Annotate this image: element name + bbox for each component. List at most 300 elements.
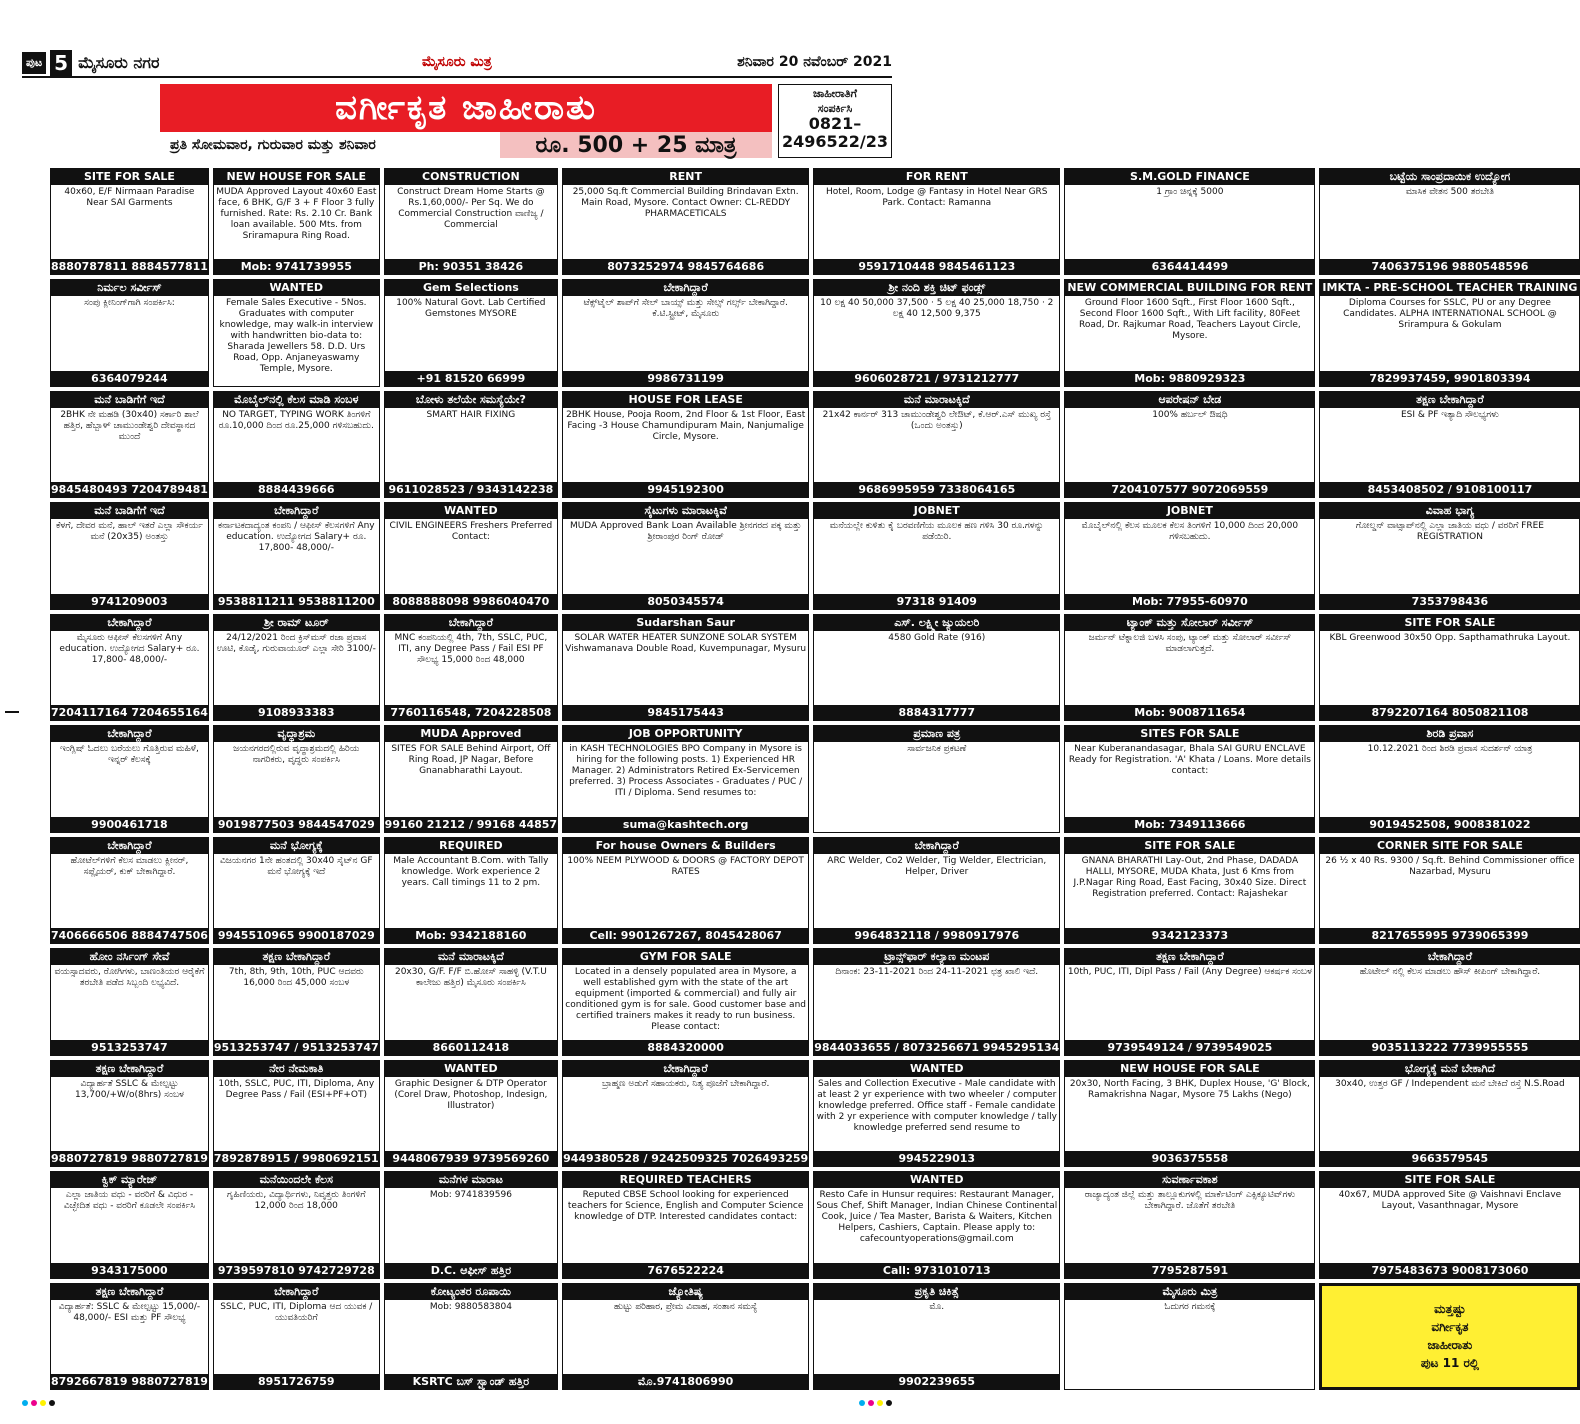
classified-ad bbox=[813, 168, 1060, 275]
classified-ad bbox=[1064, 1060, 1315, 1167]
classified-ad bbox=[384, 502, 558, 609]
classified-ad bbox=[213, 948, 380, 1055]
page-label bbox=[22, 50, 159, 76]
classified-ad bbox=[213, 1060, 380, 1167]
ad-title: SITE FOR SALE bbox=[1320, 1172, 1579, 1188]
ad-body: Diploma Courses for SSLC, PU or any Degree Candidates. ALPHA INTERNATIONAL SCHOOL @ Srirampura & Gokulam bbox=[1343, 298, 1557, 331]
ad-phone: D.C. ಆಫೀಸ್ ಹತ್ತಿರ bbox=[385, 1263, 557, 1278]
classified-ad bbox=[1064, 502, 1315, 609]
ad-body: SSLC, PUC, ITI, Diploma ಆದ ಯುವಕ / ಯುವತಿಯರಿಗೆ bbox=[220, 1301, 373, 1323]
ad-title: ಕೋಟ್ಯಂತರ ರೂಪಾಯಿ bbox=[385, 1284, 557, 1300]
classified-ad bbox=[50, 1283, 209, 1390]
ad-phone: 9611028523 / 9343142238 bbox=[385, 482, 557, 497]
classified-ad bbox=[813, 614, 1060, 721]
ad-title: ತಕ್ಷಣ ಬೇಕಾಗಿದ್ದಾರೆ bbox=[1065, 949, 1314, 965]
ad-phone: 9342123373 bbox=[1065, 928, 1314, 943]
ad-body: 40x67, MUDA approved Site @ Vaishnavi Enclave Layout, Vasanthnagar, Mysore bbox=[1338, 1190, 1562, 1212]
ad-title: JOBNET bbox=[1065, 503, 1314, 519]
classified-ad bbox=[50, 502, 209, 609]
ad-phone: Mob: 7349113666 bbox=[1065, 817, 1314, 832]
classified-ad bbox=[1064, 1171, 1315, 1278]
ad-body: ದಿನಾಂಕ: 23-11-2021 ರಿಂದ 24-11-2021 ಛತ್ರ ಖಾಲಿ ಇದೆ. bbox=[835, 967, 1039, 978]
ad-phone: 8217655995 9739065399 bbox=[1320, 928, 1579, 943]
ad-title: ನಿರ್ಮಲ ಸರ್ವೀಸ್ bbox=[51, 280, 208, 296]
classified-ad bbox=[1319, 502, 1580, 609]
ad-title: ಎಸ್. ಲಕ್ಷ್ಮೀ ಜ್ಯುಯಲರಿ bbox=[814, 615, 1059, 631]
ad-title: ಮನೆಯಿಂದಲೇ ಕೆಲಸ bbox=[214, 1172, 379, 1188]
ad-phone: 9845480493 7204789481 bbox=[51, 483, 208, 497]
ad-phone: 8088888098 9986040470 bbox=[385, 594, 557, 609]
ad-title: ಶಿರಡಿ ಪ್ರವಾಸ bbox=[1320, 726, 1579, 742]
classified-ad bbox=[1064, 168, 1315, 275]
classified-ad bbox=[384, 1283, 558, 1390]
classified-ad bbox=[384, 948, 558, 1055]
ad-title: WANTED bbox=[214, 280, 379, 296]
classified-ad bbox=[813, 391, 1060, 498]
classified-ad bbox=[384, 1060, 558, 1167]
contact-box bbox=[778, 84, 892, 158]
ad-body: Resto Cafe in Hunsur requires: Restaurant Manager, Sous Chef, Shift Manager, Indian Chinese Continental Cook, Juice / Tea Master, Barista & Waiters, Kitchen Helpers, Cashiers, Captain. Please apply to: cafecountyoperations@gmail.com bbox=[816, 1190, 1058, 1245]
paper-name: ಮೈಸೂರು ಮಿತ್ರ bbox=[422, 54, 492, 70]
ad-phone: 9686995959 7338064165 bbox=[814, 482, 1059, 497]
ad-phone: 9739597810 9742729728 bbox=[214, 1263, 379, 1278]
ad-title: HOUSE FOR LEASE bbox=[563, 392, 808, 408]
classified-ad bbox=[1064, 614, 1315, 721]
ad-phone: 9880727819 9880727819 bbox=[51, 1152, 208, 1166]
ad-body: ಗೃಹಿಣಿಯರು, ವಿದ್ಯಾರ್ಥಿಗಳು, ನಿವೃತ್ತರು ತಿಂಗಳಿಗೆ 12,000 ರಿಂದ 18,000 bbox=[227, 1190, 366, 1212]
banner-subline bbox=[160, 132, 772, 158]
ad-body: Construct Dream Home Starts @ Rs.1,60,000/- Per Sq. We do Commercial Construction ವಾಣಿಜ್ಯ / Commercial bbox=[397, 187, 545, 230]
ad-phone: 9945510965 9900187029 bbox=[214, 928, 379, 943]
ad-phone: 9844033655 / 8073256671 9945295134 bbox=[814, 1040, 1060, 1054]
ad-body: Male Accountant B.Com. with Tally knowledge. Work experience 2 years. Call timings 11 to 2 pm. bbox=[393, 855, 549, 888]
ad-body: 20x30, North Facing, 3 BHK, Duplex House, 'G' Block, Ramakrishna Nagar, Mysore 75 Lakhs (Nego) bbox=[1069, 1078, 1310, 1100]
classified-ad bbox=[813, 502, 1060, 609]
ad-title: ಬಟ್ಟೆಯ ಸಾಂಪ್ರದಾಯಿಕ ಉದ್ಯೋಗ bbox=[1320, 169, 1579, 185]
ad-title: ಬೇಕಾಗಿದ್ದಾರೆ bbox=[385, 615, 557, 631]
ad-phone: Ph: 90351 38426 bbox=[385, 259, 557, 274]
black-dot bbox=[49, 1400, 55, 1406]
ad-phone: 9902239655 bbox=[814, 1374, 1059, 1389]
ad-body: ARC Welder, Co2 Welder, Tig Welder, Electrician, Helper, Driver bbox=[827, 855, 1047, 877]
ad-body: ಜಯನಗರದಲ್ಲಿರುವ ವೃದ್ಧಾಶ್ರಮದಲ್ಲಿ ಹಿರಿಯ ನಾಗರಿಕರು, ವೃದ್ಧರು ಸಂಪರ್ಕಿಸಿ bbox=[233, 744, 360, 766]
ad-phone: 9019877503 9844547029 bbox=[214, 817, 379, 832]
classified-ad bbox=[384, 1171, 558, 1278]
ad-title: REQUIRED TEACHERS bbox=[563, 1172, 808, 1188]
ad-body: 10th, PUC, ITI, Dipl Pass / Fail (Any Degree) ಆಕರ್ಷಕ ಸಂಬಳ bbox=[1067, 967, 1312, 978]
dot-group-right bbox=[859, 1400, 892, 1410]
print-registration-dots bbox=[22, 1400, 892, 1410]
classified-ad bbox=[1064, 725, 1315, 832]
ad-body: 100% Natural Govt. Lab Certified Gemstones MYSORE bbox=[396, 298, 546, 320]
ad-title: SITE FOR SALE bbox=[1320, 615, 1579, 631]
ad-body: SOLAR WATER HEATER SUNZONE SOLAR SYSTEM Vishwamanava Double Road, Kuvempunagar, Mysuru bbox=[565, 632, 807, 654]
ad-body: ಗೋಲ್ಡನ್ ವಾಟ್ಸಾಪ್‌ನಲ್ಲಿ ಎಲ್ಲಾ ಜಾತಿಯ ವಧು / ವರರಿಗೆ FREE REGISTRATION bbox=[1355, 521, 1544, 543]
ad-phone: 9035113222 7739955555 bbox=[1320, 1040, 1579, 1055]
ad-phone: 8792207164 8050821108 bbox=[1320, 705, 1579, 720]
ad-phone: 9538811211 9538811200 bbox=[214, 594, 379, 609]
ad-title: NEW HOUSE FOR SALE bbox=[214, 169, 379, 185]
ad-title: WANTED bbox=[814, 1172, 1059, 1188]
ad-body: ಬ್ರಾಹ್ಮಣ ಅಡುಗೆ ಸಹಾಯಕರು, ನಿತ್ಯ ಪೂಜೆಗೆ ಬೇಕಾಗಿದ್ದಾರೆ. bbox=[601, 1078, 770, 1089]
ad-title: NEW COMMERCIAL BUILDING FOR RENT bbox=[1067, 281, 1313, 295]
ad-body: ವಿದ್ಯಾರ್ಹತೆ: SSLC & ಮೇಲ್ಪಟ್ಟು 15,000/- 48,000/- ESI ಮತ್ತು PF ಸೌಲಭ್ಯ bbox=[58, 1301, 201, 1323]
ad-phone: 9343175000 bbox=[51, 1263, 208, 1278]
ad-phone: 9945229013 bbox=[814, 1151, 1059, 1166]
classified-ad bbox=[213, 725, 380, 832]
ad-title: ಬೇಕಾಗಿದ್ದಾರೆ bbox=[51, 838, 208, 854]
classified-ad bbox=[562, 948, 809, 1055]
ad-phone: KSRTC ಬಸ್ ಸ್ಟ್ಯಾಂಡ್ ಹತ್ತಿರ bbox=[385, 1374, 557, 1389]
classified-ad bbox=[384, 725, 558, 832]
classified-ad bbox=[1064, 391, 1315, 498]
ad-body: ಟೆಕ್ಸ್‌ಟೈಲ್ ಶಾಪ್‌ಗೆ ಸೇಲ್ ಬಾಯ್ಸ್ ಮತ್ತು ಸೇಲ್ಸ್ ಗರ್ಲ್ಸ್ ಬೇಕಾಗಿದ್ದಾರೆ. ಕೆ.ಟಿ.ಸ್ಟ್ರೀಟ್, ಮೈಸೂರು bbox=[583, 298, 788, 320]
promo-line3: ಜಾಹೀರಾತು bbox=[1427, 1338, 1473, 1353]
ad-phone: 97318 91409 bbox=[814, 594, 1059, 609]
ad-body: ಎಲ್ಲಾ ಜಾತಿಯ ವಧು - ವರರಿಗೆ & ವಿಧುರ - ವಿಚ್ಛೇದಿತ ವಧು - ವರರಿಗೆ ಕೂಡಲೇ ಸಂಪರ್ಕಿಸಿ bbox=[63, 1190, 196, 1212]
ad-title: ಮನೆ ಮಾರಾಟಕ್ಕಿದೆ bbox=[814, 392, 1059, 408]
ad-phone: 7406375196 9880548596 bbox=[1320, 259, 1579, 274]
classified-ad bbox=[1319, 837, 1580, 944]
ad-title: Gem Selections bbox=[385, 280, 557, 296]
ad-title: ಟ್ರಾನ್ಸ್‌ಫಾರ್ ಕಲ್ಯಾಣ ಮಂಟಪ bbox=[814, 949, 1059, 965]
ad-body: 100% ಹರ್ಬಲ್ ಔಷಧಿ bbox=[1152, 409, 1228, 420]
classified-ad bbox=[384, 168, 558, 275]
classified-ad bbox=[1319, 168, 1580, 275]
ad-body: 24/12/2021 ರಿಂದ ಕ್ರಿಸ್‌ಮಸ್ ರಜಾ ಪ್ರವಾಸ ಊಟಿ, ಕೊಡೈ, ಗುರುವಾಯೂರ್ ಎಲ್ಲಾ ಸೇರಿ 3100/- bbox=[216, 632, 376, 654]
ad-phone: Mob: 9880929323 bbox=[1065, 371, 1314, 386]
ad-body: Female Sales Executive - 5Nos. Graduates with computer knowledge, may walk-in interview with handwritten bio-data to: Sharada Jewellers 58. D.D. Urs Road, Opp. Anjaneyaswamy Temple, Mysore. bbox=[219, 298, 374, 375]
ad-phone: 7204117164 7204655164 bbox=[51, 706, 208, 720]
classified-ad bbox=[562, 168, 809, 275]
ad-phone: 9513253747 bbox=[51, 1040, 208, 1055]
black-dot bbox=[886, 1400, 892, 1406]
ad-title: For house Owners & Builders bbox=[563, 838, 808, 854]
classified-ad bbox=[562, 1171, 809, 1278]
ad-body: 2BHK House, Pooja Room, 2nd Floor & 1st Floor, East Facing -3 House Chamundipuram Main, Nanjumalige Circle, Mysore. bbox=[566, 409, 806, 442]
ad-phone: 8884439666 bbox=[214, 482, 379, 497]
ad-title: RENT bbox=[563, 169, 808, 185]
classified-ad bbox=[813, 948, 1060, 1055]
banner-title: ವರ್ಗೀಕೃತ ಜಾಹೀರಾತು bbox=[160, 84, 772, 132]
classified-ad bbox=[213, 168, 380, 275]
ad-title: ತಕ್ಷಣ ಬೇಕಾಗಿದ್ದಾರೆ bbox=[51, 1061, 208, 1077]
ad-body: ವಿದ್ಯಾರ್ಹತೆ SSLC & ಮೇಲ್ಪಟ್ಟು 13,700/+W/o(8hrs) ಸಂಬಳ bbox=[74, 1078, 184, 1100]
classified-ad bbox=[562, 725, 809, 832]
ad-title: ಬೇಕಾಗಿದ್ದಾರೆ bbox=[563, 280, 808, 296]
ad-title: ತಕ್ಷಣ ಬೇಕಾಗಿದ್ದಾರೆ bbox=[51, 1284, 208, 1300]
ad-title: WANTED bbox=[385, 503, 557, 519]
ad-body: ಮನೆಯಲ್ಲೇ ಕುಳಿತು ಕೈ ಬರವಣಿಗೆಯ ಮೂಲಕ ಹಣ ಗಳಿಸಿ 30 ರೂ.ಗಳನ್ನು ಪಡೆಯಿರಿ. bbox=[829, 521, 1044, 543]
classified-ad bbox=[50, 614, 209, 721]
ad-phone: 9739549124 / 9739549025 bbox=[1065, 1040, 1314, 1055]
classified-ad bbox=[50, 391, 209, 498]
classified-ad bbox=[813, 725, 1060, 832]
classified-ad bbox=[50, 1171, 209, 1278]
ad-body: CIVIL ENGINEERS Freshers Preferred Contact: bbox=[389, 521, 553, 543]
classified-ad bbox=[50, 168, 209, 275]
promo-line1: ಮತ್ತಷ್ಟು bbox=[1434, 1302, 1466, 1317]
ad-body: SMART HAIR FIXING bbox=[426, 409, 516, 420]
ad-title: ಶ್ರೀ ರಾಮ್ ಟೂರ್ bbox=[214, 615, 379, 631]
classified-ad bbox=[1064, 948, 1315, 1055]
ad-title: ಮೊಬೈಲ್‌ನಲ್ಲಿ ಕೆಲಸ ಮಾಡಿ ಸಂಬಳ bbox=[214, 392, 379, 408]
dot-group-left bbox=[22, 1400, 55, 1410]
classified-ad bbox=[213, 391, 380, 498]
ad-phone: 9448067939 9739569260 bbox=[385, 1151, 557, 1166]
ad-title: ವೃದ್ಧಾಶ್ರಮ bbox=[214, 726, 379, 742]
ad-title: ಬೇಕಾಗಿದ್ದಾರೆ bbox=[214, 503, 379, 519]
ad-phone: Mob: 9342188160 bbox=[385, 928, 557, 943]
promo-line2: ವರ್ಗೀಕೃತ bbox=[1431, 1320, 1469, 1335]
ad-body: MUDA Approved Bank Loan Available ಶ್ರೀನಗರದ ಪಕ್ಕ ಮತ್ತು ಶ್ರೀರಾಂಪುರ ರಿಂಗ್ ರೋಡ್ bbox=[569, 521, 802, 543]
ad-title: MUDA Approved bbox=[385, 726, 557, 742]
classified-ad bbox=[384, 391, 558, 498]
banner-rate: ರೂ. 500 + 25 ಮಾತ್ರ bbox=[500, 132, 772, 158]
ad-phone: 8073252974 9845764686 bbox=[563, 259, 808, 274]
ad-title: ತಕ್ಷಣ ಬೇಕಾಗಿದ್ದಾರೆ bbox=[214, 949, 379, 965]
ad-phone: 9663579545 bbox=[1320, 1151, 1579, 1166]
classified-ad bbox=[813, 279, 1060, 386]
ad-phone: ಮೊ.9741806990 bbox=[563, 1374, 808, 1389]
ad-body: ಮೈಸೂರು ಆಫೀಸ್ ಕೆಲಸಗಳಿಗೆ Any education. ಉದ್ಯೋಗದ Salary+ ರೂ. 17,800- 48,000/- bbox=[59, 632, 200, 665]
promo-text bbox=[1421, 1300, 1479, 1372]
classified-ad bbox=[1319, 725, 1580, 832]
ad-body: SITES FOR SALE Behind Airport, Off Ring Road, JP Nagar, Before Gnanabharathi Layout. bbox=[391, 744, 551, 777]
ad-phone: 9108933383 bbox=[214, 705, 379, 720]
ad-title: ಹೋಂ ನರ್ಸಿಂಗ್ ಸೇವೆ bbox=[51, 949, 208, 965]
ad-title: S.M.GOLD FINANCE bbox=[1065, 169, 1314, 185]
page-tag: ಪುಟ bbox=[22, 52, 46, 74]
ad-title: ಪ್ರಕೃತಿ ಚಿಕಿತ್ಸೆ bbox=[814, 1284, 1059, 1300]
classified-ad bbox=[1064, 837, 1315, 944]
ad-title: WANTED bbox=[385, 1061, 557, 1077]
ad-title: SITE FOR SALE bbox=[51, 169, 208, 185]
ad-body: Graphic Designer & DTP Operator (Corel Draw, Photoshop, Indesign, Illustrator) bbox=[394, 1078, 548, 1111]
classified-ad bbox=[813, 837, 1060, 944]
ad-title: IMKTA - PRE-SCHOOL TEACHER TRAINING bbox=[1322, 281, 1578, 295]
ad-phone: 7975483673 9008173060 bbox=[1320, 1263, 1579, 1278]
classified-ad bbox=[562, 1283, 809, 1390]
ad-body: NO TARGET, TYPING WORK ತಿಂಗಳಿಗೆ ರೂ.10,000 ದಿಂದ ರೂ.25,000 ಗಳಿಸಬಹುದು. bbox=[218, 409, 374, 431]
ad-title: ವಿವಾಹ ಭಾಗ್ಯ bbox=[1320, 503, 1579, 519]
ad-body: MNC ಕಂಪನಿಯಲ್ಲಿ 4th, 7th, SSLC, PUC, ITI, any Degree Pass / Fail ESI PF ಸೌಲಭ್ಯ 15,000 ರಿಂದ 48,000 bbox=[394, 632, 548, 665]
classified-ad bbox=[562, 502, 809, 609]
ad-title: ಬೇಕಾಗಿದ್ದಾರೆ bbox=[51, 726, 208, 742]
ad-body: Hotel, Room, Lodge @ Fantasy in Hotel Near GRS Park. Contact: Ramanna bbox=[826, 187, 1048, 208]
classified-ad bbox=[213, 1283, 380, 1390]
ad-title: ನೇರ ನೇಮಕಾತಿ bbox=[214, 1061, 379, 1077]
ad-title: ಮನೆಗಳ ಮಾರಾಟ bbox=[385, 1172, 557, 1188]
classified-ad bbox=[813, 1283, 1060, 1390]
ad-phone: Mob: 9741739955 bbox=[214, 259, 379, 274]
cyan-dot bbox=[859, 1400, 865, 1406]
classified-ad bbox=[813, 1171, 1060, 1278]
ad-phone: 8050345574 bbox=[563, 594, 808, 609]
ad-body: 25,000 Sq.ft Commercial Building Brindavan Extn. Main Road, Mysore. Contact Owner: CL-REDDY PHARMACETICALS bbox=[572, 187, 799, 219]
classified-ad bbox=[562, 1060, 809, 1167]
page-header bbox=[22, 48, 892, 78]
magenta-dot bbox=[868, 1400, 874, 1406]
ad-title: ಟ್ಯಾಂಕ್ ಮತ್ತು ಸೋಲಾರ್ ಸರ್ವೀಸ್ bbox=[1065, 615, 1314, 631]
ad-title: ಮೈಸೂರು ಮಿತ್ರ bbox=[1065, 1284, 1314, 1300]
ad-title: ಮನೆ ಮಾರಾಟಕ್ಕಿದೆ bbox=[385, 949, 557, 965]
ad-phone: 7353798436 bbox=[1320, 594, 1579, 609]
ad-body: Mob: 9741839596 bbox=[429, 1190, 512, 1201]
ad-body: ಓದುಗರ ಗಮನಕ್ಕೆ bbox=[1164, 1301, 1216, 1312]
ad-phone: 6364079244 bbox=[51, 371, 208, 386]
classified-ad bbox=[384, 837, 558, 944]
ad-title: ಬೋಳು ತಲೆಯೇ ಸಮಸ್ಯೆಯೇ? bbox=[385, 392, 557, 408]
more-classifieds-promo bbox=[1319, 1283, 1580, 1390]
ad-title: JOB OPPORTUNITY bbox=[563, 726, 808, 742]
ad-body: 30x40, ಉತ್ತರ GF / Independent ಮನೆ ಬೇಕಿದೆ ರಸ್ತೆ N.S.Road bbox=[1335, 1078, 1565, 1089]
ad-title: NEW HOUSE FOR SALE bbox=[1065, 1061, 1314, 1077]
issue-date: ಶನಿವಾರ 20 ನವೆಂಬರ್ 2021 bbox=[737, 54, 892, 70]
classified-ad bbox=[50, 1060, 209, 1167]
ad-body: ವಯಸ್ಸಾದವರು, ರೋಗಿಗಳು, ಬಾಣಂತಿಯರ ಆರೈಕೆಗೆ ತರಬೇತಿ ಪಡೆದ ಸಿಬ್ಬಂದಿ ಲಭ್ಯವಿದೆ. bbox=[54, 967, 205, 989]
banner-days: ಪ್ರತಿ ಸೋಮವಾರ, ಗುರುವಾರ ಮತ್ತು ಶನಿವಾರ bbox=[170, 137, 376, 153]
ad-title: Sudarshan Saur bbox=[563, 615, 808, 631]
ad-title: ಪ್ರಮಾಣ ಪತ್ರ bbox=[814, 726, 1059, 742]
ad-body: ಸಂಪು ಕ್ಲೀನಿಂಗ್‌ಗಾಗಿ ಸಂಪರ್ಕಿಸಿ: bbox=[84, 298, 175, 309]
ad-body: 21x42 ಕಾರ್ನರ್ 313 ಚಾಮುಂಡೇಶ್ವರಿ ಲೇಔಟ್, ಕೆ.ಆರ್.ಎಸ್ ಮುಖ್ಯ ರಸ್ತೆ (ಒಂದು ಅಂತಸ್ತು) bbox=[822, 409, 1051, 431]
classified-ad bbox=[50, 279, 209, 386]
classified-ad bbox=[213, 279, 380, 386]
ad-phone: 8951726759 bbox=[214, 1374, 379, 1389]
ad-body: ಕರ್ನಾಟಕದಾದ್ಯಂತ ಕಂಪನಿ / ಆಫೀಸ್ ಕೆಲಸಗಳಿಗೆ Any education. ಉದ್ಯೋಗದ Salary+ ರೂ. 17,800- 48,000/- bbox=[217, 521, 375, 554]
ad-title: ಬೇಕಾಗಿದ್ದಾರೆ bbox=[51, 615, 208, 631]
ad-phone: 8880787811 8884577811 bbox=[51, 260, 208, 274]
classified-ad bbox=[1319, 1060, 1580, 1167]
ad-phone: 99160 21212 / 99168 44857 bbox=[384, 817, 558, 831]
classified-ad bbox=[213, 1171, 380, 1278]
classified-ad bbox=[1319, 391, 1580, 498]
ad-body: 7th, 8th, 9th, 10th, PUC ಆದವರು 16,000 ರಿಂದ 45,000 ಸಂಬಳ bbox=[228, 967, 364, 989]
ad-body: Reputed CBSE School looking for experienced teachers for Science, English and Computer Science knowledge of DTP. Interested candidates contact: bbox=[567, 1190, 804, 1223]
ad-phone: suma@kashtech.org bbox=[563, 817, 808, 832]
classifieds-banner bbox=[160, 84, 772, 158]
ad-title: ಮನೆ ಭೋಗ್ಯಕ್ಕೆ bbox=[214, 838, 379, 854]
ad-body: ಹೊಟೇಲ್ ನಲ್ಲಿ ಕೆಲಸ ಮಾಡಲು ಹೌಸ್ ಕೀಪಿಂಗ್ ಬೇಕಾಗಿದ್ದಾರೆ. bbox=[1359, 967, 1541, 978]
contact-number: 2496522/23 bbox=[781, 132, 889, 151]
ad-body: 40x60, E/F Nirmaan Paradise Near SAI Garments bbox=[64, 187, 195, 208]
classified-ad bbox=[562, 391, 809, 498]
ad-title: FOR RENT bbox=[814, 169, 1059, 185]
ad-title: ಮನೆ ಬಾಡಿಗೆಗೆ ಇದೆ bbox=[51, 503, 208, 519]
ad-body: ಜರ್ಮನ್ ಟೆಕ್ನಾಲಜಿ ಬಳಸಿ ಸಂಪು, ಟ್ಯಾಂಕ್ ಮತ್ತು ಸೋಲಾರ್ ಸರ್ವೀಸ್ ಮಾಡಲಾಗುತ್ತದೆ. bbox=[1088, 632, 1292, 654]
classified-ad bbox=[213, 614, 380, 721]
ad-phone: 9606028721 / 9731212777 bbox=[814, 371, 1059, 386]
ad-phone: Mob: 77955-60970 bbox=[1065, 594, 1314, 609]
ad-phone: Mob: 9008711654 bbox=[1065, 705, 1314, 720]
ad-phone: 7795287591 bbox=[1065, 1263, 1314, 1278]
ad-title: ಬೇಕಾಗಿದ್ದಾರೆ bbox=[214, 1284, 379, 1300]
ad-title: ಸುವರ್ಣಾವಕಾಶ bbox=[1065, 1172, 1314, 1188]
ad-title: ಶ್ರೀ ನಂದಿ ಶಕ್ತಿ ಚಿಟ್ ಫಂಡ್ಸ್ bbox=[814, 280, 1059, 296]
ad-body: ಇಂಗ್ಲಿಷ್ ಓದಲು ಬರೆಯಲು ಗೊತ್ತಿರುವ ಮಹಿಳೆ, ಇನ್ನರ್ ಕೆಲಸಕ್ಕೆ bbox=[60, 744, 199, 766]
ad-phone: 7892878915 / 9980692151 bbox=[213, 1152, 379, 1166]
ad-body: Ground Floor 1600 Sqft., First Floor 1600 Sqft., Second Floor 1600 Sqft., With Lift facility, 80Feet Road, Dr. Rajkumar Road, Teachers Layout Circle, Mysore. bbox=[1079, 298, 1301, 342]
classified-ad bbox=[1319, 279, 1580, 386]
ad-body: ಸಾರ್ವಜನಿಕ ಪ್ರಕಟಣೆ bbox=[907, 744, 967, 755]
ad-body: 10.12.2021 ರಿಂದ ಶಿರಡಿ ಪ್ರವಾಸ ಸುದರ್ಶನ್ ಯಾತ್ರ bbox=[1367, 744, 1533, 755]
ad-title: SITE FOR SALE bbox=[1065, 838, 1314, 854]
ad-body: ಮೊಬೈಲ್‌ನಲ್ಲಿ ಕೆಲಸ ಮೂಲಕ ಕೆಲಸ ತಿಂಗಳಿಗೆ 10,000 ದಿಂದ 20,000 ಗಳಿಸಬಹುದು. bbox=[1081, 521, 1299, 543]
ad-body: MUDA Approved Layout 40x60 East face, 6 BHK, G/F 3 + F Floor 3 fully furnished. Rate: Rs. 2.10 Cr. Bank loan available. 500 Mts. from Sriramapura Ring Road. bbox=[216, 187, 377, 241]
ad-title: WANTED bbox=[814, 1061, 1059, 1077]
classified-ad bbox=[1319, 1171, 1580, 1278]
ad-title: GYM FOR SALE bbox=[563, 949, 808, 965]
promo-line4: ಪುಟ 11 ರಲ್ಲಿ bbox=[1420, 1356, 1479, 1371]
ad-phone: 7676522224 bbox=[563, 1263, 808, 1278]
yellow-dot bbox=[877, 1400, 883, 1406]
ad-title: ತಕ್ಷಣ ಬೇಕಾಗಿದ್ದಾರೆ bbox=[1320, 392, 1579, 408]
ad-phone: Cell: 9901267267, 8045428067 bbox=[563, 928, 808, 943]
ad-phone: 9900461718 bbox=[51, 817, 208, 832]
ad-body: Located in a densely populated area in Mysore, a well established gym with the state of the art equipment (imported & commercial) and fully air conditioned gym is for sale. Good customer base and certified trainers makes it ready to run business. Please contact: bbox=[565, 967, 806, 1033]
ad-phone: 9036375558 bbox=[1065, 1151, 1314, 1166]
ad-body: ಮೊ. bbox=[929, 1301, 945, 1312]
ad-body: ಮಾಸಿಕ ವೇತನ 500 ತರಬೇತಿ bbox=[1405, 187, 1495, 197]
ad-phone: 9513253747 / 9513253747 bbox=[213, 1040, 379, 1054]
ad-body: ಹೋಟೆಲ್‌ಗಳಿಗೆ ಕೆಲಸ ಮಾಡಲು ಕ್ಲೀನರ್, ಸಪ್ಲೈಯರ್, ಕುಕ್ ಬೇಕಾಗಿದ್ದಾರೆ. bbox=[70, 855, 189, 877]
ad-body: ESI & PF ಇತ್ಯಾದಿ ಸೌಲಭ್ಯಗಳು bbox=[1400, 409, 1499, 420]
classified-ad bbox=[50, 837, 209, 944]
ad-title: ಬೇಕಾಗಿದ್ದಾರೆ bbox=[1320, 949, 1579, 965]
ad-phone: +91 81520 66999 bbox=[385, 371, 557, 386]
ad-phone: 8884320000 bbox=[563, 1040, 808, 1055]
classified-ad bbox=[1064, 279, 1315, 386]
ad-body: 20x30, G/F. F/F ಬಿ.ಹೋಸ್ ಸಾಹಳ್ಳಿ (V.T.U ಕಾಲೇಜು ಹತ್ತಿರ) ಮೈಸೂರು ಸಂಪರ್ಕಿಸಿ bbox=[394, 967, 547, 989]
ad-body: 2BHK ನೇ ಮಹಡಿ (30x40) ಸರ್ಕಾರಿ ಶಾಲೆ ಹತ್ತಿರ, ಹೆಬ್ಬಾಳ್ ಚಾಮುಂಡೇಶ್ವರಿ ದೇವಸ್ಥಾನದ ಮುಂದೆ bbox=[60, 409, 199, 442]
ad-title: ಕ್ವಿಕ್ ಮ್ಯಾರೇಜ್ bbox=[51, 1172, 208, 1188]
ad-phone: 9845175443 bbox=[563, 705, 808, 720]
classified-ad bbox=[50, 948, 209, 1055]
classified-ad bbox=[1064, 1283, 1315, 1390]
ad-phone: 9591710448 9845461123 bbox=[814, 259, 1059, 274]
section-name: ಮೈಸೂರು ನಗರ bbox=[78, 53, 160, 72]
ad-body: ರಾಜ್ಯಾದ್ಯಂತ ಜಿಲ್ಲೆ ಮತ್ತು ತಾಲ್ಲೂಕುಗಳಲ್ಲಿ ಮಾರ್ಕೆಟಿಂಗ್ ಎಕ್ಸಿಕ್ಯೂಟಿವ್‌ಗಳು ಬೇಕಾಗಿದ್ದಾರೆ. ಜೊತೆಗೆ ತರಬೇತಿ bbox=[1084, 1190, 1296, 1212]
ad-title: JOBNET bbox=[814, 503, 1059, 519]
ad-body: 100% NEEM PLYWOOD & DOORS @ FACTORY DEPOT RATES bbox=[567, 855, 804, 877]
ad-title: ಸೈಟುಗಳು ಮಾರಾಟಕ್ಕಿವೆ bbox=[563, 503, 808, 519]
ad-body: 26 ½ x 40 Rs. 9300 / Sq.ft. Behind Commissioner office Nazarbad, Mysuru bbox=[1325, 855, 1575, 877]
ad-phone: 8884317777 bbox=[814, 705, 1059, 720]
ad-phone: 7760116548, 7204228508 bbox=[385, 705, 557, 720]
ad-phone: 9986731199 bbox=[563, 371, 808, 386]
ad-title: CORNER SITE FOR SALE bbox=[1320, 838, 1579, 854]
ad-phone: 9964832118 / 9980917976 bbox=[814, 928, 1059, 943]
ad-phone: 9945192300 bbox=[563, 482, 808, 497]
ad-title: ಬೇಕಾಗಿದ್ದಾರೆ bbox=[563, 1061, 808, 1077]
classified-ad bbox=[562, 279, 809, 386]
ad-phone: 9741209003 bbox=[51, 594, 208, 609]
ad-title: ಮನೆ ಬಾಡಿಗೆಗೆ ಇದೆ bbox=[51, 392, 208, 408]
ad-title: ಭೋಗ್ಯಕ್ಕೆ ಮನೆ ಬೇಕಾಗಿದೆ bbox=[1320, 1061, 1579, 1077]
classified-ad bbox=[562, 837, 809, 944]
classified-ad bbox=[562, 614, 809, 721]
ad-body: ಹುಟ್ಟು ಪರಿಹಾರ, ಪ್ರೇಮ ವಿವಾಹ, ಸಂತಾನ ಸಮಸ್ಯೆ bbox=[613, 1301, 758, 1312]
ad-body: in KASH TECHNOLOGIES BPO Company in Mysore is hiring for the following posts. 1) Experienced HR Manager. 2) Administrators Retired Ex-Servicemen preferred. 3) Process Associates - Graduates / PUC / ITI / Diploma. Send resumes to: bbox=[569, 744, 803, 799]
ad-phone: 6364414499 bbox=[1065, 259, 1314, 274]
page-number: 5 bbox=[50, 50, 72, 76]
ad-phone: 8453408502 / 9108100117 bbox=[1320, 482, 1579, 497]
ad-body: Sales and Collection Executive - Male candidate with at least 2 yr experience with two wheeler / computer knowledge preferred. Office staff - Female candidate with 2 yr experience with computer knowledge / tally knowledge preferred send resume to bbox=[816, 1078, 1057, 1133]
classified-ad bbox=[1319, 948, 1580, 1055]
ad-body: 1 ಗ್ರಾಂ ಚಿನ್ನಕ್ಕೆ 5000 bbox=[1156, 187, 1224, 197]
classified-ad bbox=[384, 614, 558, 721]
